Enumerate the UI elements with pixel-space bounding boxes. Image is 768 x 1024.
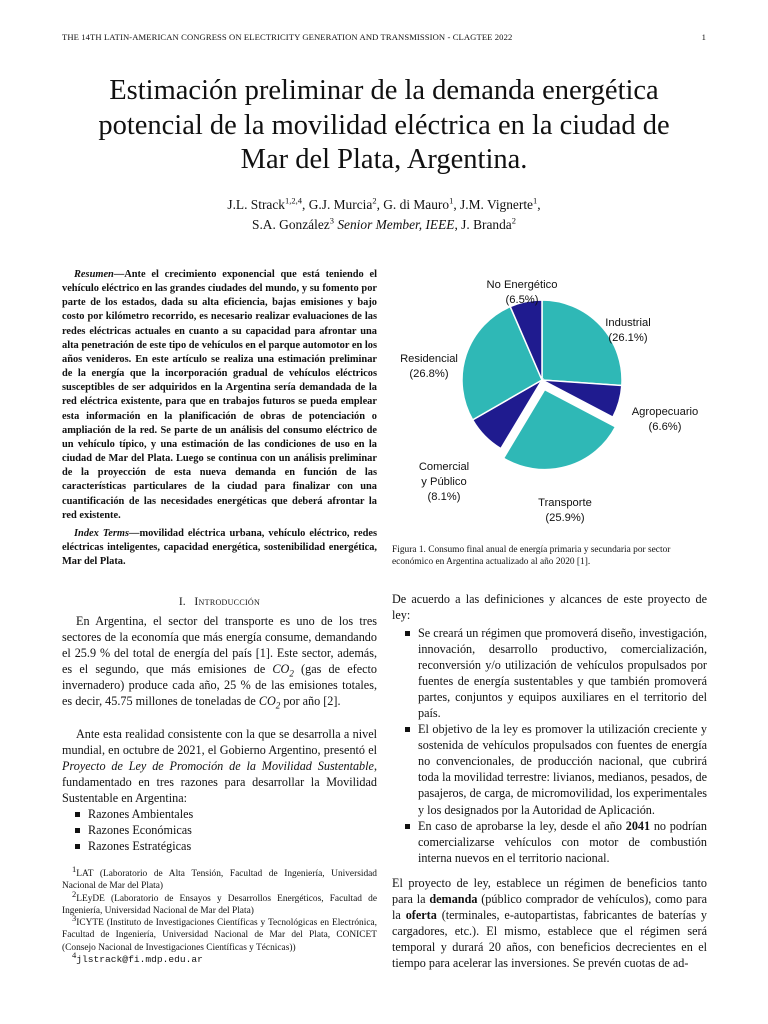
co2-formula xyxy=(272,662,294,679)
author-affiliation-mark: 2 xyxy=(511,215,516,226)
list-item: El objetivo de la ley es promover la utilización creciente y sostenida de vehículos propulsados con fuentes de energía no convencionales, de producción nacional, que cubrirá toda la movilidad terrestre: livianos, medianos, pesados, de pasajeros, de carga, de micromovilidad, los experimentales y los designados por la Autoridad de Aplicación. xyxy=(392,721,707,817)
footnote xyxy=(62,863,377,893)
list-item: Razones Ambientales xyxy=(62,806,377,822)
bold-term: oferta xyxy=(405,908,437,923)
year-highlight: 2041 xyxy=(625,818,651,833)
slice-label: Comercial y Público (8.1%) xyxy=(418,461,470,503)
index-terms-text: —movilidad eléctrica urbana, vehículo eléctrico, redes eléctricas inteligentes, capacidad energética, sostenibilidad energética, Mar del Plata. xyxy=(62,528,377,568)
formula-subscript: 2 xyxy=(289,668,294,679)
figure-caption: Figura 1. Consumo final anual de energía primaria y secundaria por sector económico en Argentina actualizado al año 2020 [1]. xyxy=(392,545,671,568)
index-terms xyxy=(62,527,377,569)
author-affiliation-mark: 1,2,4 xyxy=(285,195,303,206)
benefits-paragraph xyxy=(392,875,707,971)
list-item: Razones Estratégicas xyxy=(62,838,377,854)
footnote-mark: 4 xyxy=(72,949,77,960)
running-header xyxy=(62,32,706,42)
author-name: J.L. Strack xyxy=(227,197,286,212)
list-item xyxy=(392,818,707,866)
author-name: S.A. González xyxy=(252,217,330,232)
footnote xyxy=(62,913,377,954)
pie-chart xyxy=(390,268,720,538)
author-affiliation-mark: 2 xyxy=(372,195,377,206)
list-text: no podrían comercializarse vehículos con motor de combustión interna nuevos en el territorio nacional. xyxy=(418,818,707,865)
law-project-title: Proyecto de Ley de Promoción de la Movilidad Sustentable xyxy=(62,759,374,774)
section-heading xyxy=(62,595,377,608)
abstract xyxy=(62,268,377,523)
paragraph-text: por año [2]. xyxy=(280,694,341,709)
pie-chart-svg xyxy=(390,268,720,538)
footnote xyxy=(62,949,377,966)
formula-subscript: 2 xyxy=(275,700,281,711)
section-number: I. xyxy=(178,595,186,608)
email-link[interactable]: jlstrack@fi.mdp.edu.ar xyxy=(76,954,203,966)
section-title: Introducción xyxy=(194,595,261,608)
footnote xyxy=(62,888,377,918)
page-number: 1 xyxy=(701,32,706,42)
law-points-list xyxy=(392,625,707,866)
paragraph-text: (público comprador de vehículos), como para la xyxy=(392,892,707,923)
slice-label: Agropecuario (6.6%) xyxy=(631,406,699,433)
author-affiliation-mark: 1 xyxy=(449,195,454,206)
paragraph-text: Ante esta realidad consistente con la que se desarrolla a nivel mundial, en octubre de 2021, el Gobierno Argentino, presentó el xyxy=(62,727,377,758)
author-line-1 xyxy=(40,195,728,215)
intro-paragraph-1 xyxy=(62,613,377,709)
paper-title xyxy=(40,74,728,178)
paragraph-text: , fundamentado en tres razones para desarrollar la Movilidad Sustentable en Argentina: xyxy=(62,759,377,806)
bold-term: demanda xyxy=(429,892,478,907)
footnote-mark: 1 xyxy=(72,863,77,874)
co2-formula xyxy=(258,694,281,711)
title-line-1: Estimación preliminar de la demanda energética xyxy=(109,75,659,106)
author-role: Senior Member, IEEE xyxy=(337,217,455,232)
list-item: Se creará un régimen que promoverá diseño, investigación, innovación, desarrollo productivo, comercialización, reconversión y/o utilización de vehículos propulsados por fuentes de energía sustentables y que también promoverá partes, conjuntos y equipos auxiliares en el territorio del país. xyxy=(392,625,707,721)
slice-label: Industrial (26.1%) xyxy=(605,317,651,344)
author-name: , G. di Mauro xyxy=(376,197,450,212)
index-terms-label: Index Terms xyxy=(74,528,130,539)
formula-text: CO xyxy=(258,694,276,709)
reasons-list xyxy=(62,806,377,854)
title-line-3: Mar del Plata, Argentina. xyxy=(240,144,528,175)
paragraph-text: En Argentina, el sector del transporte es uno de los tres sectores de la economía que más energía consume, demandando el 25.9 % del total de energía del país [1]. Este sector, además, es el segundo, que más emisiones de xyxy=(62,614,377,677)
slice-label: Transporte (25.9%) xyxy=(538,497,592,524)
author-list xyxy=(40,195,728,235)
slice-label: Residencial (26.8%) xyxy=(400,353,458,380)
author-affiliation-mark: 1 xyxy=(533,195,538,206)
paragraph-text: (gas de efecto invernadero) produce cada año, 25 % de las emisiones totales, es decir, 45.75 millones de toneladas de xyxy=(62,662,378,709)
footnote-text: LEyDE (Laboratorio de Ensayos y Desarrollos Energéticos, Facultad de Ingeniería, Universidad Nacional de Mar del Plata) xyxy=(62,893,377,916)
author-affiliation-mark: 3 xyxy=(329,215,334,226)
footnote-text: LAT (Laboratorio de Alta Tensión, Facultad de Ingeniería, Universidad Nacional de Mar del Plata) xyxy=(62,869,377,892)
author-line-2 xyxy=(40,215,728,235)
author-separator: , xyxy=(537,197,541,212)
footnote-text: ICYTE (Instituto de Investigaciones Científicas y Tecnológicas en Electrónica, Facultad de Ingeniería, Universidad Nacional de Mar del Plata, CONICET (Consejo Nacional de Investigaciones Científicas y Técnicas)) xyxy=(62,918,377,953)
abstract-label: Resumen xyxy=(74,269,114,280)
footnote-mark: 2 xyxy=(72,888,77,899)
author-name: , J. Branda xyxy=(454,217,512,232)
paragraph-text: (terminales, e-autopartistas, fabricantes de baterías y cargadores, etc.). El mismo, establece que el régimen será temporal y durará 20 años, con beneficios decrecientes en el tiempo para acelerar las inversiones. Se prevén cuotas de ad- xyxy=(392,908,708,971)
author-name: , J.M. Vignerte xyxy=(453,197,534,212)
law-intro-paragraph: De acuerdo a las definiciones y alcances de este proyecto de ley: xyxy=(392,592,707,623)
slice-label: No Energético (6.5%) xyxy=(486,279,558,306)
paragraph-text: El proyecto de ley, establece un régimen de beneficios tanto para la xyxy=(392,876,707,907)
title-line-2: potencial de la movilidad eléctrica en la ciudad de xyxy=(98,109,670,141)
footnote-mark: 3 xyxy=(72,913,77,924)
abstract-text: —Ante el crecimiento exponencial que está teniendo el vehículo eléctrico en las grandes ciudades del mundo, y su fomento por parte de los estados, dada su alta eficiencia, bajas emisiones y bajo costo por kilómetro recorrido, es necesario realizar evaluaciones de las redes eléctricas actuales en cuanto a su capacidad para afrontar una alta penetración de este tipo de vehículos en el parque automotor en los años venideros. En este artículo se realiza una estimación preliminar de la energía que la incorporación gradual de vehículos eléctricos susceptibles de ser adquiridos en la Argentina sería demandada de la red eléctrica existente, para que en trabajos futuros se pueda emplear esta información en la planificación de obras de potenciación o ampliación de la red. Se parte de un análisis del consumo eléctrico de un vehículo típico, y una estimación de las condiciones de uso en la ciudad de Mar del Plata. Luego se continua con un análisis preliminar de la proyección de esta nueva demanda en función de las características particulares de la ciudad para finalizar con una cuantificación de las necesidades energéticas que deberá afrontar la red existente. xyxy=(62,269,377,521)
author-name: , G.J. Murcia xyxy=(302,197,373,212)
intro-paragraph-2 xyxy=(62,726,377,806)
formula-text: CO xyxy=(272,662,290,677)
running-title: THE 14TH LATIN-AMERICAN CONGRESS ON ELECTRICITY GENERATION AND TRANSMISSION - CLAGTEE 2022 xyxy=(62,32,513,42)
footnotes xyxy=(62,863,377,966)
list-text: En caso de aprobarse la ley, desde el año xyxy=(418,818,626,833)
list-item: Razones Económicas xyxy=(62,822,377,838)
